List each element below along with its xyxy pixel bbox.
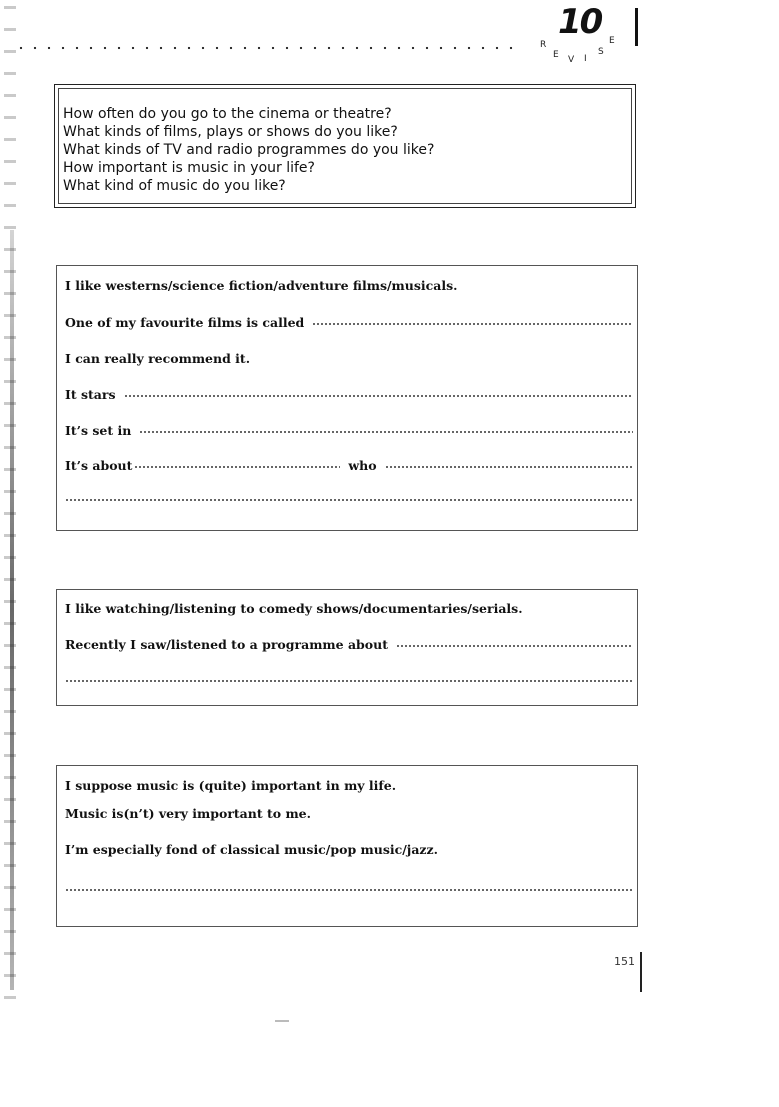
about-text: It’s about xyxy=(65,458,133,473)
films-line xyxy=(65,420,633,438)
revise-letter: I xyxy=(584,54,587,64)
revise-letter: R xyxy=(540,40,547,50)
recommend-text: I can really recommend it. xyxy=(65,351,251,366)
extra-blank[interactable] xyxy=(65,498,633,502)
favourite-film-blank[interactable] xyxy=(312,322,633,326)
music-importance-text: I suppose music is (quite) important in my life. xyxy=(65,778,397,793)
films-line xyxy=(65,275,633,293)
tv-line xyxy=(65,598,633,616)
music-line xyxy=(65,803,633,821)
films-line xyxy=(65,384,633,402)
revise-letter: E xyxy=(609,36,615,46)
tv-line xyxy=(65,634,633,652)
question-item: How important is music in your life? xyxy=(63,160,315,176)
tv-line xyxy=(65,669,633,687)
question-item: How often do you go to the cinema or theatre? xyxy=(63,106,392,122)
page-number-bar xyxy=(640,952,642,992)
films-line xyxy=(65,312,633,330)
who-text: who xyxy=(348,458,377,473)
setting-text: It’s set in xyxy=(65,423,132,438)
recent-programme-text: Recently I saw/listened to a programme about xyxy=(65,637,388,652)
music-not-important-text: Music is(n’t) very important to me. xyxy=(65,806,311,821)
stars-blank[interactable] xyxy=(124,394,633,398)
films-line xyxy=(65,348,633,366)
stars-text: It stars xyxy=(65,387,116,402)
music-phrases-panel xyxy=(56,765,638,927)
music-blank[interactable] xyxy=(65,888,633,892)
films-likes-text: I like westerns/science fiction/adventure films/musicals. xyxy=(65,278,458,293)
revise-letter: E xyxy=(553,50,559,60)
dotted-header-rule xyxy=(14,46,514,50)
films-phrases-panel xyxy=(56,265,638,531)
films-line xyxy=(65,488,633,506)
music-fond-text: I’m especially fond of classical music/pop music/jazz. xyxy=(65,842,438,857)
setting-blank[interactable] xyxy=(139,430,633,434)
discussion-questions-box xyxy=(54,84,636,208)
about-blank[interactable] xyxy=(134,465,340,469)
unit-badge-bar xyxy=(635,8,638,46)
films-line xyxy=(65,455,633,473)
question-item: What kinds of TV and radio programmes do you like? xyxy=(63,142,435,158)
revise-letter: V xyxy=(568,55,575,65)
binding-shadow xyxy=(10,230,14,990)
music-line xyxy=(65,839,633,857)
music-line xyxy=(65,878,633,896)
tv-likes-text: I like watching/listening to comedy shows/documentaries/serials. xyxy=(65,601,523,616)
favourite-film-text: One of my favourite films is called xyxy=(65,315,305,330)
programme-blank[interactable] xyxy=(396,644,633,648)
tv-radio-phrases-panel xyxy=(56,589,638,706)
unit-number: 10 xyxy=(558,2,602,42)
question-list xyxy=(63,105,434,195)
who-blank[interactable] xyxy=(385,465,633,469)
revise-letter: S xyxy=(598,47,604,57)
unit-badge xyxy=(530,0,640,70)
page-number: 151 xyxy=(614,955,635,968)
question-item: What kinds of films, plays or shows do you like? xyxy=(63,124,398,140)
scan-smudge xyxy=(275,1020,289,1022)
music-line xyxy=(65,775,633,793)
question-item: What kind of music do you like? xyxy=(63,178,286,194)
tv-extra-blank[interactable] xyxy=(65,679,633,683)
